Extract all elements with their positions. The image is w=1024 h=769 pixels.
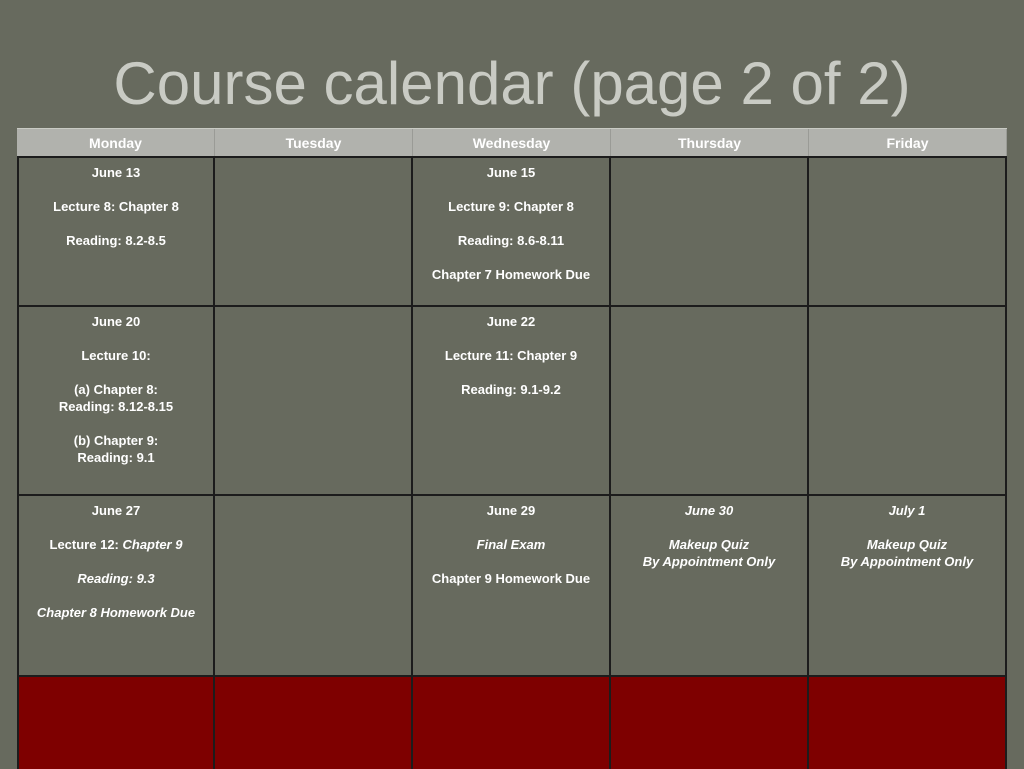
lecture-chapter: Chapter 9	[122, 537, 183, 552]
cell-reading: Reading: 9.3	[77, 571, 155, 586]
cell-reading: Reading: 8.2-8.5	[66, 233, 166, 248]
cell-lecture: Lecture 8: Chapter 8	[53, 199, 179, 214]
cell-empty-red	[413, 677, 611, 769]
cell-event: Makeup Quiz	[866, 537, 948, 552]
cell-date: June 30	[684, 503, 734, 518]
cell-empty-red	[215, 677, 413, 769]
cell-chapter-a: (a) Chapter 8:	[74, 382, 158, 397]
header-monday: Monday	[17, 129, 215, 156]
cell-date: June 13	[91, 165, 141, 180]
cell-note: By Appointment Only	[642, 554, 776, 569]
cell-reading-b: Reading: 9.1	[77, 450, 155, 465]
cell-june-20	[17, 307, 215, 496]
lecture-prefix: Lecture 12:	[49, 537, 123, 552]
cell-event: Makeup Quiz	[668, 537, 750, 552]
cell-note: By Appointment Only	[840, 554, 974, 569]
cell-empty-red	[611, 677, 809, 769]
cell-date: June 20	[91, 314, 141, 329]
header-tuesday: Tuesday	[215, 129, 413, 156]
cell-due: Chapter 8 Homework Due	[36, 605, 196, 620]
cell-empty	[215, 307, 413, 496]
cell-empty-red	[17, 677, 215, 769]
cell-empty	[215, 156, 413, 307]
cell-reading: Reading: 8.6-8.11	[457, 233, 565, 248]
header-thursday: Thursday	[611, 129, 809, 156]
calendar-table	[17, 128, 1007, 769]
cell-lecture: Lecture 9: Chapter 8	[448, 199, 574, 214]
cell-reading-a: Reading: 8.12-8.15	[58, 399, 174, 414]
cell-date: July 1	[888, 503, 926, 518]
cell-reading: Reading: 9.1-9.2	[461, 382, 561, 397]
cell-date: June 27	[91, 503, 141, 518]
cell-empty	[215, 496, 413, 677]
cell-june-13	[17, 156, 215, 307]
cell-empty-red	[809, 677, 1007, 769]
cell-empty	[611, 307, 809, 496]
cell-event: Final Exam	[476, 537, 546, 552]
cell-lecture: Lecture 11: Chapter 9	[444, 348, 578, 363]
header-friday: Friday	[809, 129, 1007, 156]
cell-due: Chapter 9 Homework Due	[431, 571, 591, 586]
header-wednesday: Wednesday	[413, 129, 611, 156]
cell-june-22	[413, 307, 611, 496]
cell-june-30	[611, 496, 809, 677]
cell-date: June 29	[486, 503, 536, 518]
cell-date: June 15	[486, 165, 536, 180]
cell-june-15	[413, 156, 611, 307]
cell-lecture	[19, 536, 213, 553]
cell-june-27	[17, 496, 215, 677]
slide-title: Course calendar (page 2 of 2)	[113, 50, 911, 117]
cell-empty	[809, 307, 1007, 496]
cell-date: June 22	[486, 314, 536, 329]
cell-chapter-b: (b) Chapter 9:	[73, 433, 159, 448]
cell-lecture: Lecture 10:	[81, 348, 151, 363]
cell-empty	[611, 156, 809, 307]
cell-june-29	[413, 496, 611, 677]
cell-july-1	[809, 496, 1007, 677]
cell-empty	[809, 156, 1007, 307]
cell-due: Chapter 7 Homework Due	[431, 267, 591, 282]
